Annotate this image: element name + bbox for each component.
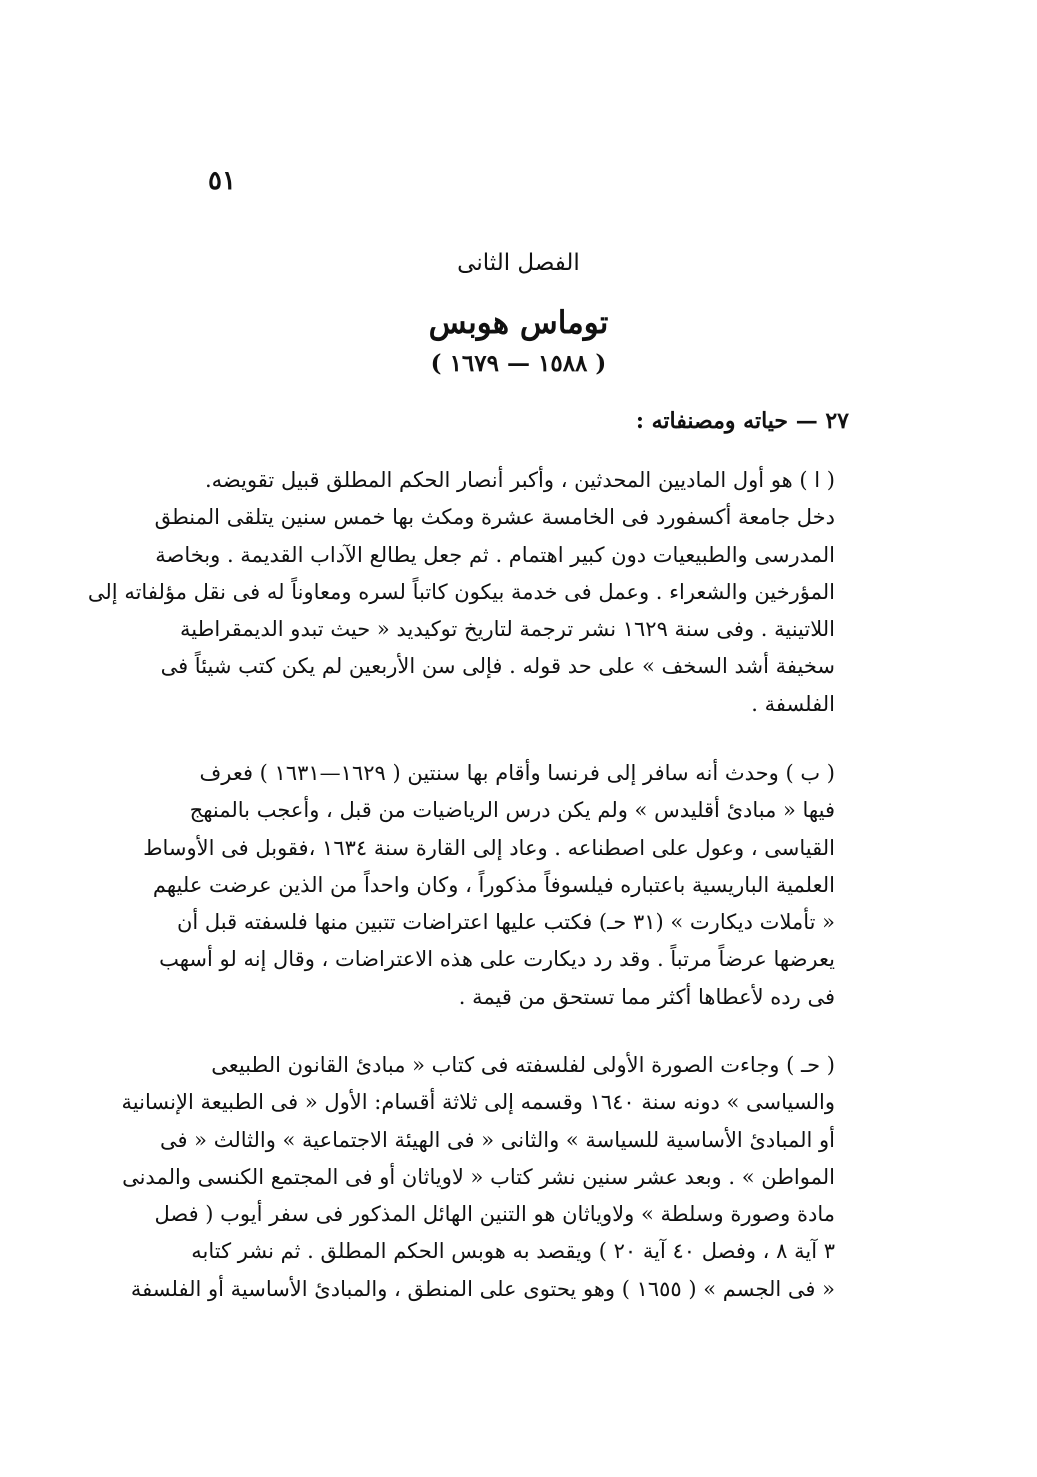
paragraph-line: اللاتينية . وفى سنة ١٦٢٩ نشر ترجمة لتاريخ توكيديد « حيث تبدو الديمقراطية xyxy=(180,617,835,642)
chapter-title: توماس هوبس xyxy=(428,305,609,341)
paragraph-line: المؤرخين والشعراء . وعمل فى خدمة بيكون كاتباً لسره ومعاوناً له فى نقل مؤلفاته إلى xyxy=(87,579,835,604)
paragraph-line: المواطن » . وبعد عشر سنين نشر كتاب « لاوياثان أو فى المجتمع الكنسى والمدنى xyxy=(122,1164,835,1189)
paragraph-line: « فى الجسم » ( ١٦٥٥ ) وهو يحتوى على المنطق ، والمبادئ الأساسية أو الفلسفة xyxy=(130,1276,835,1301)
chapter-label: الفصل الثانى xyxy=(457,250,580,276)
paragraph-line: « تأملات ديكارت » (٣١ حـ) فكتب عليها اعتراضات تتبين منها فلسفته قبل أن xyxy=(176,910,835,935)
paragraph-line: القياسى ، وعول على اصطناعه . وعاد إلى القارة سنة ١٦٣٤ ،فقوبل فى الأوساط xyxy=(143,835,835,860)
paragraph-line: سخيفة أشد السخف » على حد قوله . فإلى سن الأربعين لم يكن كتب شيئاً فى xyxy=(160,654,835,679)
paragraph-line: يعرضها عرضاً مرتباً . وقد رد ديكارت على هذه الاعتراضات ، وقال إنه لو أسهب xyxy=(159,947,835,972)
paragraph-line: العلمية الباريسية باعتباره فيلسوفاً مذكوراً ، وكان واحداً من الذين عرضت عليهم xyxy=(152,872,835,897)
paragraph-line: الفلسفة . xyxy=(751,691,835,716)
paragraph-line: ( ا ) هو أول الماديين المحدثين ، وأكبر أنصار الحكم المطلق قبيل تقويضه. xyxy=(204,468,835,492)
paragraph-line: المدرسى والطبيعيات دون كبير اهتمام . ثم جعل يطالع الآداب القديمة . وبخاصة xyxy=(155,542,835,567)
paragraph-line: ٣ آية ٨ ، وفصل ٤٠ آية ٢٠ ) ويقصد به هوبس الحكم المطلق . ثم نشر كتابه xyxy=(191,1239,835,1264)
paragraph-line: أو المبادئ الأساسية للسياسة » والثانى « فى الهيئة الاجتماعية » والثالث « فى xyxy=(159,1127,835,1152)
paragraph-line: مادة وصورة وسلطة » ولاوياثان هو التنين الهائل المذكور فى سفر أيوب ( فصل xyxy=(154,1202,835,1227)
chapter-dates: ( ١٥٨٨ — ١٦٧٩ ) xyxy=(430,350,607,377)
paragraph-line: فيها « مبادئ أقليدس » ولم يكن درس الرياضيات من قبل ، وأعجب بالمنهج xyxy=(189,798,835,823)
paragraph-line: والسياسى » دونه سنة ١٦٤٠ وقسمه إلى ثلاثة أقسام: الأول « فى الطبيعة الإنسانية xyxy=(121,1090,835,1115)
section-heading: ٢٧ — حياته ومصنفاته : xyxy=(635,408,849,434)
paragraph-line: ( حـ ) وجاءت الصورة الأولى لفلسفته فى كتاب « مبادئ القانون الطبيعى xyxy=(211,1053,835,1077)
paragraph-b xyxy=(143,755,835,1016)
paragraph-line: دخل جامعة أكسفورد فى الخامسة عشرة ومكث بها خمس سنين يتلقى المنطق xyxy=(154,505,835,530)
paragraph-a xyxy=(87,462,835,723)
paragraph-c xyxy=(121,1047,835,1308)
paragraph-line: ( ب ) وحدث أنه سافر إلى فرنسا وأقام بها سنتين ( ١٦٢٩—١٦٣١ ) فعرف xyxy=(199,761,835,785)
page-number: ٥١ xyxy=(208,166,236,196)
paragraph-line: فى رده لأعطاها أكثر مما تستحق من قيمة . xyxy=(458,984,835,1009)
